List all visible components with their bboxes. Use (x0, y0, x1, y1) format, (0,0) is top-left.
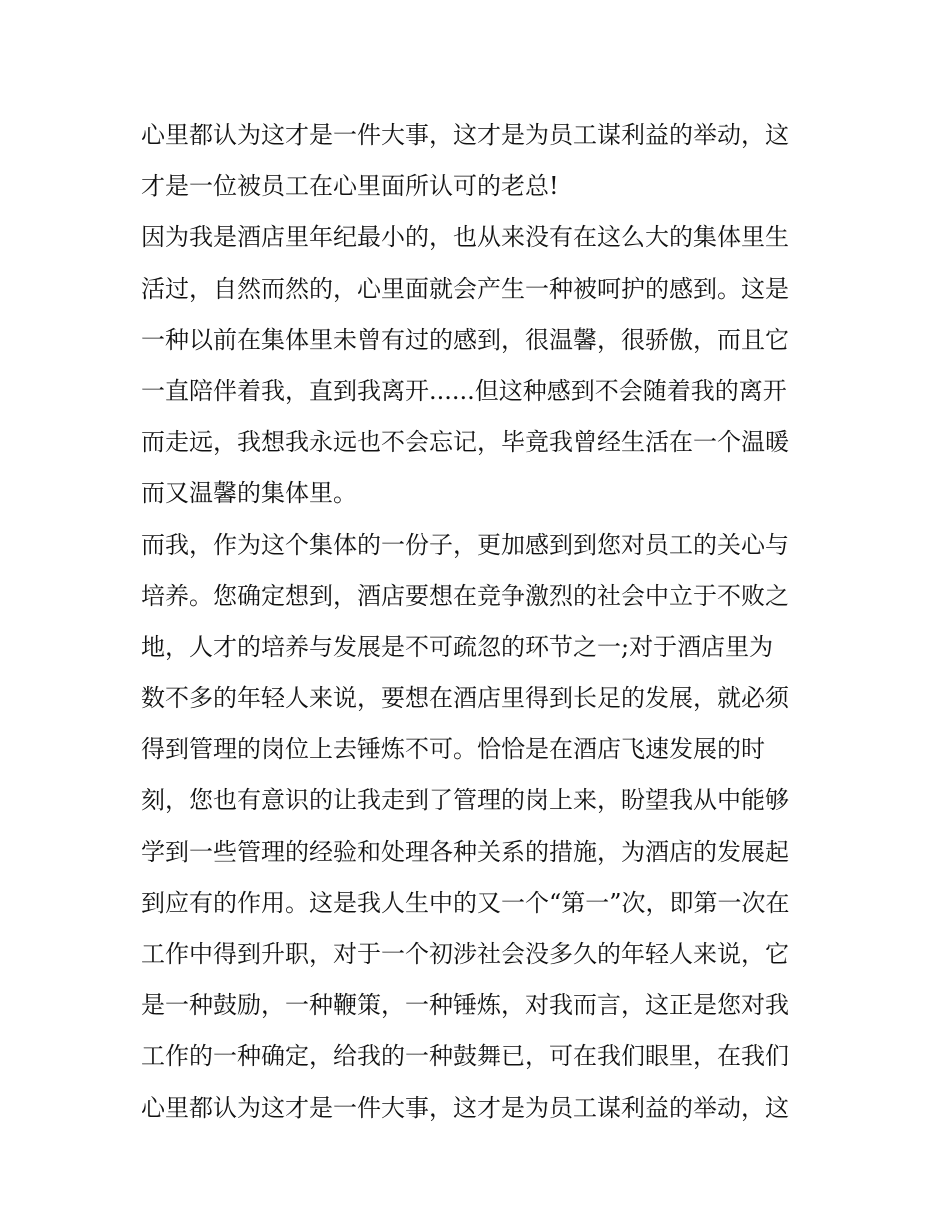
text-line: 心里都认为这才是一件大事，这才是为员工谋利益的举动，这 (141, 1093, 789, 1122)
text-line: 而我，作为这个集体的一份子，更加感到到您对员工的关心与 (141, 530, 789, 559)
text-line: 工作的一种确定，给我的一种鼓舞已，可在我们眼里，在我们 (141, 1042, 789, 1071)
text-line: 而又温馨的集体里。 (141, 479, 357, 508)
text-line: 心里都认为这才是一件大事，这才是为员工谋利益的举动，这 (141, 121, 789, 149)
text-line: 学到一些管理的经验和处理各种关系的措施，为酒店的发展起 (141, 837, 789, 866)
text-line: 而走远，我想我永远也不会忘记，毕竟我曾经生活在一个温暖 (141, 428, 789, 457)
text-line: 工作中得到升职，对于一个初涉社会没多久的年轻人来说，它 (141, 940, 789, 968)
body-text (141, 110, 821, 1134)
text-line: 培养。您确定想到，酒店要想在竞争激烈的社会中立于不败之 (141, 581, 789, 610)
text-line: 数不多的年轻人来说，要想在酒店里得到长足的发展，就必须 (141, 684, 789, 713)
text-line: 地，人才的培养与发展是不可疏忽的环节之一;对于酒店里为 (141, 632, 774, 661)
text-line: 是一种鼓励，一种鞭策，一种锤炼，对我而言，这正是您对我 (141, 991, 789, 1020)
text-line: 才是一位被员工在心里面所认可的老总! (141, 172, 559, 201)
text-line: 一种以前在集体里未曾有过的感到，很温馨，很骄傲，而且它 (141, 325, 789, 354)
text-line: 刻，您也有意识的让我走到了管理的岗上来，盼望我从中能够 (141, 786, 789, 815)
text-line: 到应有的作用。这是我人生中的又一个“第一”次，即第一次在 (141, 888, 790, 917)
text-line: 因为我是酒店里年纪最小的，也从来没有在这么大的集体里生 (141, 223, 789, 252)
text-line: 得到管理的岗位上去锤炼不可。恰恰是在酒店飞速发展的时 (141, 735, 765, 764)
text-line: 一直陪伴着我，直到我离开......但这种感到不会随着我的离开 (141, 376, 787, 405)
text-line: 活过，自然而然的，心里面就会产生一种被呵护的感到。这是 (141, 274, 789, 303)
